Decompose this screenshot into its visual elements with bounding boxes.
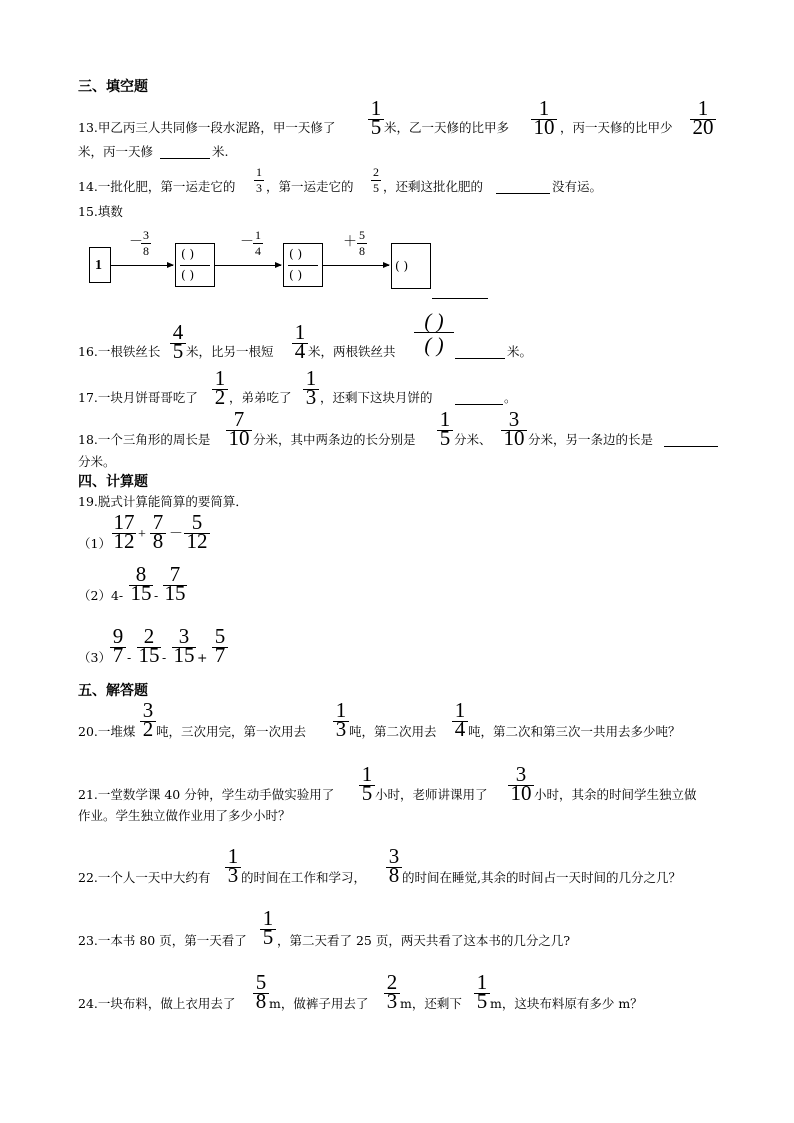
q23-text-1: 23.一本书 80 页，第一天看了 — [78, 933, 247, 948]
q13-frac3-num: 1 — [697, 96, 709, 120]
q19p3-frac1-num: 9 — [112, 624, 124, 648]
q19p3-frac4-den: 7 — [214, 643, 226, 667]
section-heading-calculation: 四、计算题 — [78, 474, 148, 490]
q13-frac1-den: 5 — [370, 115, 382, 139]
q15-arrow-1 — [111, 265, 173, 266]
q14-answer-blank[interactable] — [496, 193, 550, 194]
q16-frac1-den: 5 — [172, 339, 184, 363]
q15-start-value: 1 — [95, 258, 102, 273]
q16-frac1-num: 4 — [172, 320, 184, 344]
q17-frac1-num: 1 — [214, 366, 226, 390]
q16-answer-num[interactable]: ( ) — [424, 309, 444, 333]
q21-frac2-num: 3 — [515, 762, 527, 786]
q15-box2-num[interactable]: ( ) — [289, 247, 303, 261]
q23-frac1-den: 5 — [262, 925, 274, 949]
q19p3-frac1-den: 7 — [112, 643, 124, 667]
q13-answer-blank[interactable] — [160, 158, 210, 159]
q19-part2-label: （2）4- — [78, 588, 124, 603]
q18-text-2: 分米，其中两条边的长分别是 — [253, 432, 416, 447]
q19p3-frac2-num: 2 — [143, 624, 155, 648]
q17-text-3: ，还剩下这块月饼的 — [320, 390, 433, 405]
q14-text-3: ，还剩这批化肥的 — [383, 179, 484, 194]
q20-text-1: 20.一堆煤 — [78, 724, 136, 739]
q19p1-frac2-den: 8 — [152, 529, 164, 553]
q21-text-4: 作业。学生独立做作业用了多少小时？ — [78, 808, 291, 823]
q19p1-frac3-den: 12 — [186, 529, 208, 553]
q16-frac2-den: 4 — [294, 339, 306, 363]
q15-arrow-2 — [215, 265, 281, 266]
q22-text-1: 22.一个人一天中大约有 — [78, 870, 211, 885]
q21-frac2-den: 10 — [510, 781, 532, 805]
q20-text-2: 吨，三次用完，第一次用去 — [156, 724, 307, 739]
q16-text-1: 16.一根铁丝长 — [78, 344, 161, 359]
q15-op-1: － — [129, 235, 143, 250]
q15-op2-num: 1 — [255, 228, 261, 242]
q19p2-frac1-num: 8 — [135, 562, 147, 586]
q16-text-2: 米，比另一根短 — [186, 344, 274, 359]
q20-text-4: 吨，第二次和第三次一共用去多少吨？ — [468, 724, 681, 739]
q19-label: 19.脱式计算能简算的要简算． — [78, 494, 248, 509]
q15-op3-num: 5 — [359, 228, 365, 242]
q17-text-1: 17.一块月饼哥哥吃了 — [78, 390, 198, 405]
q15-label: 15.填数 — [78, 204, 123, 219]
q14-text-4: 没有运。 — [552, 179, 603, 194]
q15-op2-den: 4 — [255, 244, 261, 258]
q15-op3-den: 8 — [359, 244, 365, 258]
q24-text-2: m，做裤子用去了 — [269, 996, 369, 1011]
q18-frac1-den: 10 — [228, 426, 250, 450]
q19p2-frac1-den: 15 — [130, 581, 152, 605]
q19p3-frac2-den: 15 — [138, 643, 160, 667]
q24-text-4: m，这块布料原有多少 m？ — [490, 996, 643, 1011]
q20-frac1-num: 3 — [142, 698, 154, 722]
q19p3-frac3-den: 15 — [173, 643, 195, 667]
q20-frac3-den: 4 — [454, 717, 466, 741]
q24-frac3-den: 5 — [476, 989, 488, 1013]
q24-text-3: m，还剩下 — [400, 996, 462, 1011]
q19p1-frac3-num: 5 — [191, 510, 203, 534]
q21-text-3: 小时，其余的时间学生独立做 — [534, 787, 697, 802]
q13-text-4: 米，丙一天修 — [78, 144, 154, 159]
q22-text-2: 的时间在工作和学习， — [241, 870, 367, 885]
q18-answer-blank[interactable] — [664, 446, 718, 447]
q15-box1-num[interactable]: ( ) — [181, 247, 195, 261]
q15-op1-den: 8 — [143, 244, 149, 258]
q19p1-plus: + — [138, 527, 146, 542]
q15-box1-den[interactable]: ( ) — [181, 268, 195, 282]
q22-frac1-den: 3 — [227, 863, 239, 887]
q19p3-minus-1: - — [127, 650, 132, 665]
q15-arrow-3 — [323, 265, 389, 266]
q19p3-plus: + — [197, 650, 208, 665]
q24-frac1-den: 8 — [255, 989, 267, 1013]
q13-text-1: 13.甲乙丙三人共同修一段水泥路，甲一天修了 — [78, 120, 336, 135]
q23-frac1-num: 1 — [262, 906, 274, 930]
q21-frac1-den: 5 — [361, 781, 373, 805]
q23-text-2: ，第二天看了 25 页，两天共看了这本书的几分之几? — [277, 933, 571, 948]
q13-text-5: 米. — [212, 144, 229, 159]
q13-text-2: 米，乙一天修的比甲多 — [384, 120, 510, 135]
q20-text-3: 吨，第二次用去 — [349, 724, 437, 739]
q18-text-5: 分米。 — [78, 454, 116, 469]
section-heading-word-problems: 五、解答题 — [78, 683, 148, 699]
q19-part3-label: （3） — [78, 650, 111, 665]
q19-part1-label: （1） — [78, 536, 111, 551]
q20-frac2-den: 3 — [335, 717, 347, 741]
q17-frac1-den: 2 — [214, 385, 226, 409]
q15-box2-bar — [288, 265, 318, 266]
q19p1-frac1-num: 17 — [113, 510, 135, 534]
q19p3-frac3-num: 3 — [178, 624, 190, 648]
q24-frac2-num: 2 — [386, 970, 398, 994]
q19p3-minus-2: - — [162, 650, 167, 665]
q16-frac2-num: 1 — [294, 320, 306, 344]
q24-text-1: 24.一块布料，做上衣用去了 — [78, 996, 236, 1011]
q19p1-frac1-den: 12 — [113, 529, 135, 553]
q13-text-3: ，丙一天修的比甲少 — [560, 120, 673, 135]
q15-box1-bar — [180, 265, 210, 266]
q24-frac1-num: 5 — [255, 970, 267, 994]
q13-frac1-num: 1 — [370, 96, 382, 120]
q15-box3-value[interactable]: ( ) — [395, 259, 409, 273]
q13-frac2-den: 10 — [533, 115, 555, 139]
q18-frac3-num: 3 — [508, 407, 520, 431]
q16-answer-den[interactable]: ( ) — [424, 333, 444, 357]
q21-frac1-num: 1 — [361, 762, 373, 786]
q18-frac1-num: 7 — [233, 407, 245, 431]
q14-frac2-num: 2 — [373, 165, 379, 179]
q16-answer-blank[interactable] — [455, 358, 505, 359]
q17-frac2-den: 3 — [305, 385, 317, 409]
q22-frac1-num: 1 — [227, 844, 239, 868]
q19p3-frac4-num: 5 — [214, 624, 226, 648]
section-heading-fill-blank: 三、填空题 — [78, 79, 148, 95]
q20-frac3-num: 1 — [454, 698, 466, 722]
q24-frac2-den: 3 — [386, 989, 398, 1013]
q18-text-4: 分米，另一条边的长是 — [528, 432, 654, 447]
q15-answer-blank[interactable] — [432, 298, 488, 299]
q20-frac2-num: 1 — [335, 698, 347, 722]
q19p1-frac2-num: 7 — [152, 510, 164, 534]
q15-op-3: ＋ — [343, 235, 357, 250]
q22-text-3: 的时间在睡觉,其余的时间占一天时间的几分之几？ — [402, 870, 681, 885]
q14-frac1-num: 1 — [256, 165, 262, 179]
q13-frac2-num: 1 — [538, 96, 550, 120]
q15-op-2: － — [240, 235, 254, 250]
q22-frac2-num: 3 — [388, 844, 400, 868]
q15-op1-num: 3 — [143, 228, 149, 242]
q19p1-minus: － — [169, 527, 183, 542]
q13-frac3-den: 20 — [692, 115, 714, 139]
q14-text-2: ，第一运走它的 — [266, 179, 354, 194]
q22-frac2-den: 8 — [388, 863, 400, 887]
q19p2-minus: - — [154, 588, 159, 603]
q17-text-4: 。 — [504, 390, 517, 405]
q14-frac2-den: 5 — [373, 181, 379, 195]
q17-text-2: ，弟弟吃了 — [229, 390, 292, 405]
q17-frac2-num: 1 — [305, 366, 317, 390]
q18-frac3-den: 10 — [503, 426, 525, 450]
q21-text-1: 21.一堂数学课 40 分钟，学生动手做实验用了 — [78, 787, 335, 802]
q14-frac1-den: 3 — [256, 181, 262, 195]
q18-frac2-den: 5 — [439, 426, 451, 450]
q19p2-frac2-den: 15 — [164, 581, 186, 605]
q16-text-4: 米。 — [507, 344, 533, 359]
q14-text-1: 14.一批化肥，第一运走它的 — [78, 179, 236, 194]
q15-box2-den[interactable]: ( ) — [289, 268, 303, 282]
q24-frac3-num: 1 — [476, 970, 488, 994]
q19p2-frac2-num: 7 — [169, 562, 181, 586]
q18-frac2-num: 1 — [439, 407, 451, 431]
q17-answer-blank[interactable] — [455, 404, 503, 405]
q18-text-1: 18.一个三角形的周长是 — [78, 432, 211, 447]
q16-text-3: 米，两根铁丝共 — [308, 344, 396, 359]
q21-text-2: 小时，老师讲课用了 — [375, 787, 488, 802]
q18-text-3: 分米、 — [454, 432, 492, 447]
q20-frac1-den: 2 — [142, 717, 154, 741]
